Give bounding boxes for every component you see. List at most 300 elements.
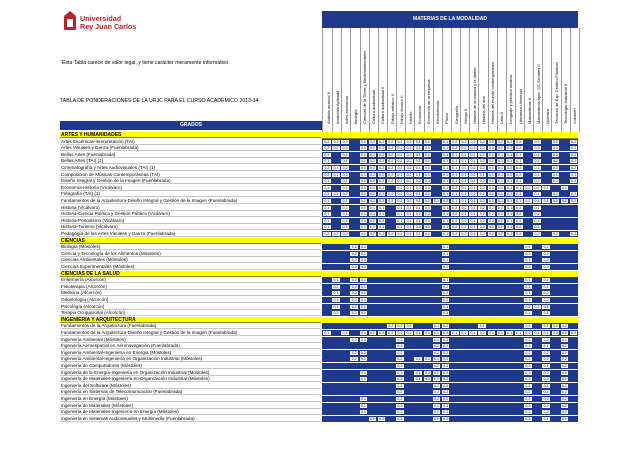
weight-cell: 0,1: [560, 337, 570, 343]
table-row: [60, 290, 578, 296]
weight-cell: 0,1: [340, 218, 350, 224]
weight-cell: 0,1: [450, 152, 460, 158]
crest-icon: [62, 10, 78, 32]
weight-cell: 0,1: [560, 185, 570, 191]
weight-cell: 0,1: [532, 172, 542, 178]
weight-cell: 0,2: [523, 356, 533, 362]
weight-cell: 0,1: [496, 158, 506, 164]
weight-cell: 0,2: [377, 165, 387, 171]
weight-cell: 0,2: [423, 178, 433, 184]
weight-cell: 0,1: [413, 158, 423, 164]
weight-cell: 0,1: [441, 172, 451, 178]
weight-cell: 0,1: [359, 277, 369, 283]
weight-cell: 0,2: [395, 178, 405, 184]
weight-cell: 0,2: [331, 310, 341, 316]
weight-cell: 0,2: [560, 409, 570, 415]
section-title: INGENIERÍA Y ARQUITECTURA: [60, 317, 321, 323]
weight-cell: 0,2: [551, 145, 561, 151]
degree-name: Composición de Músicas Contemporáneas (TAI): [60, 172, 321, 178]
weight-cell: 0,1: [359, 231, 369, 237]
weight-cell: 0,1: [459, 172, 469, 178]
degree-name: Biología (Móstoles): [60, 244, 321, 250]
weight-cell: 0,2: [569, 178, 579, 184]
weight-cell: 0,1: [359, 251, 369, 257]
weight-cell: 0,2: [386, 165, 396, 171]
table-row: [60, 231, 578, 237]
weight-cell: 0,2: [322, 139, 332, 145]
weight-cell: 0,1: [441, 139, 451, 145]
weight-cell: 0,2: [340, 139, 350, 145]
section-title: CIENCIAS DE LA SALUD: [60, 271, 321, 277]
column-header-label: Ciencias de la Tierra y Medioambientales: [362, 50, 368, 124]
weight-cell: [569, 323, 579, 329]
column-header-label: Química: [544, 109, 550, 124]
weight-cell: 0,2: [359, 350, 369, 356]
weight-cell: 0,2: [349, 264, 359, 270]
weight-cell: 0,1: [496, 152, 506, 158]
weight-cell: 0,2: [523, 264, 533, 270]
weight-cell: 0,1: [532, 158, 542, 164]
weight-cell: 0,1: [459, 178, 469, 184]
weight-cell: [569, 185, 579, 191]
weight-cell: 0,1: [413, 376, 423, 382]
table-row: [60, 205, 578, 211]
weight-cell: 0,2: [395, 152, 405, 158]
weight-cell: 0,1: [413, 198, 423, 204]
weight-cell: 0,1: [432, 356, 442, 362]
degree-name: Psicología (Alcorcón): [60, 304, 321, 310]
table-row: [60, 218, 578, 224]
degree-name: Fundamentos de la Arquitectura (Fuenlabrada): [60, 323, 321, 329]
degree-name: Historia-Periodismo (Vicálvaro): [60, 218, 321, 224]
degree-name: Ingeniería de Materiales-Ingeniería en Organización Industrial (Móstoles): [60, 376, 321, 382]
weight-cell: 0,2: [395, 343, 405, 349]
weight-cell: 0,1: [468, 185, 478, 191]
weight-cell: 0,1: [459, 185, 469, 191]
weight-cell: 0,1: [413, 165, 423, 171]
weight-cell: 0,1: [441, 185, 451, 191]
weight-cell: 0,1: [331, 165, 341, 171]
weight-cell: 0,2: [395, 165, 405, 171]
weight-cell: 0,2: [551, 330, 561, 336]
degree-name: Bellas Artes (Fuenlabrada): [60, 152, 321, 158]
weight-cell: 0,2: [441, 416, 451, 422]
weight-cell: 0,1: [541, 389, 551, 395]
weight-cell: 0,1: [331, 172, 341, 178]
weight-cell: 0,2: [441, 297, 451, 303]
weight-cell: 0,1: [359, 304, 369, 310]
weight-cell: 0,2: [386, 323, 396, 329]
weight-cell: 0,2: [377, 172, 387, 178]
weight-cell: 0,2: [496, 139, 506, 145]
table-row: [60, 277, 578, 283]
weight-cell: 0,2: [459, 211, 469, 217]
weight-cell: 0,2: [468, 231, 478, 237]
weight-cell: 0,1: [505, 218, 515, 224]
weight-cell: 0,1: [404, 185, 414, 191]
weight-cell: 0,1: [487, 191, 497, 197]
weight-cell: 0,2: [477, 158, 487, 164]
weight-cell: 0,1: [377, 224, 387, 230]
weight-cell: 0,2: [514, 172, 524, 178]
weight-cell: 0,2: [560, 198, 570, 204]
weight-cell: 0,1: [523, 257, 533, 263]
weight-cell: 0,2: [496, 218, 506, 224]
weight-cell: [569, 264, 579, 270]
weight-cell: 0,2: [368, 145, 378, 151]
column-header-label: Literatura Universal: [517, 89, 523, 124]
weight-cell: 0,2: [551, 323, 561, 329]
weight-cell: 0,2: [496, 205, 506, 211]
column-header-label: Electrotecnia: [435, 100, 441, 124]
weight-cell: 0,1: [505, 178, 515, 184]
table-row: [60, 257, 578, 263]
weight-cell: 0,1: [423, 198, 433, 204]
weight-cell: 0,2: [395, 389, 405, 395]
weight-cell: 0,2: [514, 218, 524, 224]
table-row: [60, 139, 578, 145]
weight-cell: 0,2: [331, 139, 341, 145]
weight-cell: [569, 251, 579, 257]
weight-cell: [569, 277, 579, 283]
weight-cell: 0,2: [395, 158, 405, 164]
weight-cell: 0,1: [359, 165, 369, 171]
weight-cell: 0,1: [441, 244, 451, 250]
weight-cell: 0,1: [340, 152, 350, 158]
weight-cell: 0,1: [368, 211, 378, 217]
column-header-label: Latín II: [499, 111, 505, 124]
weight-cell: 0,1: [441, 178, 451, 184]
weight-cell: 0,2: [395, 323, 405, 329]
degree-name: Ingeniería Ambiental (Móstoles): [60, 337, 321, 343]
weight-cell: 0,2: [377, 178, 387, 184]
weight-cell: 0,1: [468, 218, 478, 224]
weight-cell: 0,2: [551, 152, 561, 158]
weight-cell: 0,1: [322, 152, 332, 158]
weight-cell: 0,2: [386, 191, 396, 197]
column-header-label: Cultura audiovisual II: [380, 86, 386, 124]
weight-cell: 0,1: [359, 218, 369, 224]
weight-cell: 0,2: [359, 337, 369, 343]
weight-cell: 0,2: [349, 251, 359, 257]
weight-cell: 0,2: [322, 172, 332, 178]
degree-name: Ingeniería en Sistemas de Telecomunicación (Fuenlabrada): [60, 389, 321, 395]
weight-cell: 0,2: [386, 145, 396, 151]
section-row: [60, 317, 578, 323]
weight-cell: 0,2: [441, 396, 451, 402]
university-name-line1: Universidad: [80, 14, 122, 23]
weight-cell: 0,2: [395, 416, 405, 422]
weight-cell: 0,1: [487, 158, 497, 164]
weight-cell: 0,1: [359, 403, 369, 409]
column-header-label: Tecnología Industrial II: [563, 83, 569, 124]
weight-cell: 0,2: [560, 403, 570, 409]
degree-name: Enfermería (Alcorcón): [60, 277, 321, 283]
weight-cell: 0,2: [423, 185, 433, 191]
weight-cell: 0,2: [441, 389, 451, 395]
weight-cell: 0,2: [551, 165, 561, 171]
weight-cell: 0,1: [395, 231, 405, 237]
table-row: [60, 370, 578, 376]
weight-cell: 0,2: [404, 158, 414, 164]
weight-cell: 0,1: [322, 224, 332, 230]
degree-name: Fotografía (TAI) (1): [60, 191, 321, 197]
weight-cell: 0,2: [523, 363, 533, 369]
weight-cell: 0,2: [468, 139, 478, 145]
weight-cell: 0,1: [423, 152, 433, 158]
weight-cell: 0,1: [450, 191, 460, 197]
weight-cell: 0,2: [551, 139, 561, 145]
table-row: [60, 224, 578, 230]
weight-cell: 0,2: [450, 145, 460, 151]
weight-cell: 0,2: [441, 343, 451, 349]
weight-cell: 0,2: [340, 191, 350, 197]
weight-cell: 0,2: [487, 231, 497, 237]
weight-cell: 0,2: [523, 350, 533, 356]
weight-cell: 0,1: [331, 191, 341, 197]
table-row: [60, 356, 578, 362]
table-row: [60, 409, 578, 415]
weight-cell: 0,2: [349, 356, 359, 362]
weight-cell: 0,2: [560, 350, 570, 356]
weight-cell: 0,1: [322, 211, 332, 217]
weight-cell: 0,2: [569, 198, 579, 204]
weight-cell: 0,2: [450, 205, 460, 211]
weight-cell: 0,2: [523, 409, 533, 415]
weight-cell: 0,1: [322, 198, 332, 204]
weight-cell: 0,2: [468, 145, 478, 151]
weight-cell: 0,1: [413, 330, 423, 336]
weight-cell: 0,1: [359, 139, 369, 145]
weight-cell: 0,1: [432, 330, 442, 336]
weight-cell: 0,2: [450, 185, 460, 191]
weight-cell: 0,1: [359, 191, 369, 197]
weight-cell: 0,2: [532, 185, 542, 191]
weight-cell: [569, 284, 579, 290]
materias-header: MATERIAS DE LA MODALIDAD: [322, 11, 578, 28]
weight-cell: 0,1: [395, 211, 405, 217]
weight-cell: 0,1: [441, 152, 451, 158]
degree-name: Medicina (Alcorcón): [60, 290, 321, 296]
weight-cell: 0,1: [432, 198, 442, 204]
weight-cell: 0,2: [331, 231, 341, 237]
weight-cell: 0,1: [322, 218, 332, 224]
weight-cell: 0,2: [496, 231, 506, 237]
weight-cell: 0,1: [496, 165, 506, 171]
degree-name: Ingeniería de Materiales-Ingeniería en Energía (Móstoles): [60, 409, 321, 415]
weight-cell: 0,1: [541, 284, 551, 290]
weight-cell: 0,1: [359, 297, 369, 303]
weight-cell: 0,2: [514, 205, 524, 211]
weight-cell: 0,1: [459, 198, 469, 204]
weight-cell: 0,1: [523, 310, 533, 316]
weight-cell: 0,2: [404, 330, 414, 336]
weight-cell: 0,1: [359, 145, 369, 151]
weight-cell: 0,2: [404, 152, 414, 158]
degree-name: Ingeniería en Energía (Móstoles): [60, 396, 321, 402]
weight-cell: 0,1: [368, 224, 378, 230]
weight-cell: 0,2: [368, 198, 378, 204]
weight-cell: 0,1: [523, 277, 533, 283]
weight-cell: 0,1: [359, 198, 369, 204]
weight-cell: [569, 350, 579, 356]
weight-cell: 0,2: [450, 218, 460, 224]
weight-cell: [569, 396, 579, 402]
weight-cell: 0,2: [477, 198, 487, 204]
weight-cell: 0,2: [541, 277, 551, 283]
weight-cell: 0,2: [377, 231, 387, 237]
weight-cell: 0,2: [377, 152, 387, 158]
weight-cell: 0,2: [413, 211, 423, 217]
weight-cell: 0,2: [560, 389, 570, 395]
weight-cell: 0,2: [477, 145, 487, 151]
weight-cell: 0,1: [532, 205, 542, 211]
weight-cell: 0,1: [487, 165, 497, 171]
weight-cell: 0,1: [541, 323, 551, 329]
weight-cell: 0,1: [413, 145, 423, 151]
weight-cell: 0,2: [514, 165, 524, 171]
weight-cell: 0,2: [322, 191, 332, 197]
weight-cell: 0,2: [441, 264, 451, 270]
column-headers: [322, 28, 579, 132]
weight-cell: 0,2: [349, 244, 359, 250]
degree-name: Historia-Ciencia Política y Gestión Pública (Vicálvaro): [60, 211, 321, 217]
weight-cell: 0,1: [496, 185, 506, 191]
weight-cell: 0,2: [523, 185, 533, 191]
weight-cell: 0,1: [468, 158, 478, 164]
weight-cell: 0,2: [523, 198, 533, 204]
weight-cell: 0,2: [404, 198, 414, 204]
weight-cell: 0,1: [468, 205, 478, 211]
weight-cell: 0,1: [340, 158, 350, 164]
weight-cell: 0,1: [368, 205, 378, 211]
column-header-label: Matemáticas II: [526, 97, 532, 124]
weight-cell: 0,2: [468, 172, 478, 178]
weight-cell: 0,2: [551, 231, 561, 237]
weight-cell: 0,2: [496, 224, 506, 230]
degree-name: Ingeniería de Materiales (Móstoles): [60, 403, 321, 409]
column-header: [570, 28, 580, 132]
weight-cell: 0,2: [368, 330, 378, 336]
weight-cell: [569, 337, 579, 343]
table-row: [60, 330, 578, 336]
weight-cell: 0,2: [377, 191, 387, 197]
degree-name: Ingeniería Ambiental-Ingeniería en Energía (Móstoles): [60, 350, 321, 356]
degree-name: Historia (Vicálvaro): [60, 205, 321, 211]
table-row: [60, 264, 578, 270]
column-header-label: Técnicas de Exp. Gráfico-Plásticas: [554, 61, 560, 124]
weight-cell: 0,2: [395, 330, 405, 336]
degree-name: Ciencias Experimentales (Móstoles): [60, 264, 321, 270]
degree-name: Bellas Artes (TAI) (1): [60, 158, 321, 164]
weight-cell: 0,2: [505, 139, 515, 145]
weight-cell: 0,2: [377, 139, 387, 145]
weight-cell: 0,1: [359, 224, 369, 230]
weight-cell: [569, 304, 579, 310]
weight-cell: 0,2: [541, 290, 551, 296]
weight-cell: 0,2: [395, 370, 405, 376]
table-row: [60, 403, 578, 409]
weight-cell: 0,2: [432, 363, 442, 369]
weight-cell: 0,1: [359, 205, 369, 211]
weight-cell: 0,2: [423, 356, 433, 362]
weight-cell: 0,2: [487, 218, 497, 224]
weight-cell: 0,2: [477, 205, 487, 211]
weight-cell: 0,1: [459, 330, 469, 336]
weight-cell: 0,2: [514, 191, 524, 197]
weight-cell: 0,2: [551, 158, 561, 164]
weight-cell: 0,2: [523, 251, 533, 257]
weight-cell: 0,2: [477, 218, 487, 224]
weight-cell: 0,2: [368, 139, 378, 145]
weight-cell: 0,1: [359, 310, 369, 316]
weight-cell: 0,2: [541, 244, 551, 250]
weight-cell: 0,1: [514, 198, 524, 204]
weight-cell: 0,2: [441, 376, 451, 382]
weight-cell: 0,2: [569, 152, 579, 158]
table-title: TABLA DE PONDERACIONES DE LA URJC PARA EL CURSO ACADÉMICO 2013-14: [60, 98, 259, 104]
column-header-label: Lenguaje y práctica musical: [508, 74, 514, 124]
weight-cell: 0,1: [359, 284, 369, 290]
weight-cell: 0,1: [541, 416, 551, 422]
weight-cell: 0,2: [359, 244, 369, 250]
weight-cell: 0,1: [459, 191, 469, 197]
weight-cell: [569, 343, 579, 349]
weight-cell: 0,1: [487, 178, 497, 184]
column-header-label: Historia de la música y la danza: [471, 67, 477, 124]
table-row: [60, 389, 578, 395]
weight-cell: 0,1: [423, 158, 433, 164]
weight-cell: 0,1: [459, 158, 469, 164]
weight-cell: 0,2: [349, 284, 359, 290]
column-header-label: Economía de la empresa: [426, 79, 432, 124]
weight-cell: 0,2: [340, 231, 350, 237]
degree-name: Fisioterapia (Alcorcón): [60, 284, 321, 290]
weight-cell: 0,1: [423, 231, 433, 237]
column-header-label: Geografía: [453, 106, 459, 124]
weight-cell: 0,2: [432, 409, 442, 415]
weight-cell: 0,2: [487, 205, 497, 211]
weight-cell: 0,2: [441, 403, 451, 409]
degree-name: Diseño Integral y Gestión de la Imagen (Fuenlabrada): [60, 178, 321, 184]
weight-cell: 0,1: [505, 224, 515, 230]
weight-cell: 0,1: [413, 231, 423, 237]
weight-cell: 0,1: [359, 290, 369, 296]
degree-name: Ciencias Ambientales (Móstoles): [60, 257, 321, 263]
weight-cell: [569, 363, 579, 369]
weight-cell: 0,1: [450, 165, 460, 171]
weight-cell: 0,1: [468, 178, 478, 184]
degree-name: Artes Escénicas-Interpretación (TAI): [60, 139, 321, 145]
weight-cell: 0,2: [569, 165, 579, 171]
weight-cell: 0,2: [569, 330, 579, 336]
weight-cell: 0,1: [532, 191, 542, 197]
weight-cell: 0,2: [441, 356, 451, 362]
weight-cell: 0,2: [541, 370, 551, 376]
column-header-label: Cultura audiovisual: [371, 89, 377, 124]
weight-cell: 0,2: [386, 330, 396, 336]
weight-cell: 0,2: [423, 370, 433, 376]
weight-cell: 0,2: [459, 218, 469, 224]
weight-cell: 0,1: [359, 396, 369, 402]
weight-cell: 0,1: [541, 383, 551, 389]
weight-cell: [569, 297, 579, 303]
weight-cell: 0,2: [523, 337, 533, 343]
weight-cell: 0,2: [532, 231, 542, 237]
table-row: [60, 165, 578, 171]
weight-cell: 0,1: [395, 172, 405, 178]
weight-cell: 0,1: [514, 152, 524, 158]
